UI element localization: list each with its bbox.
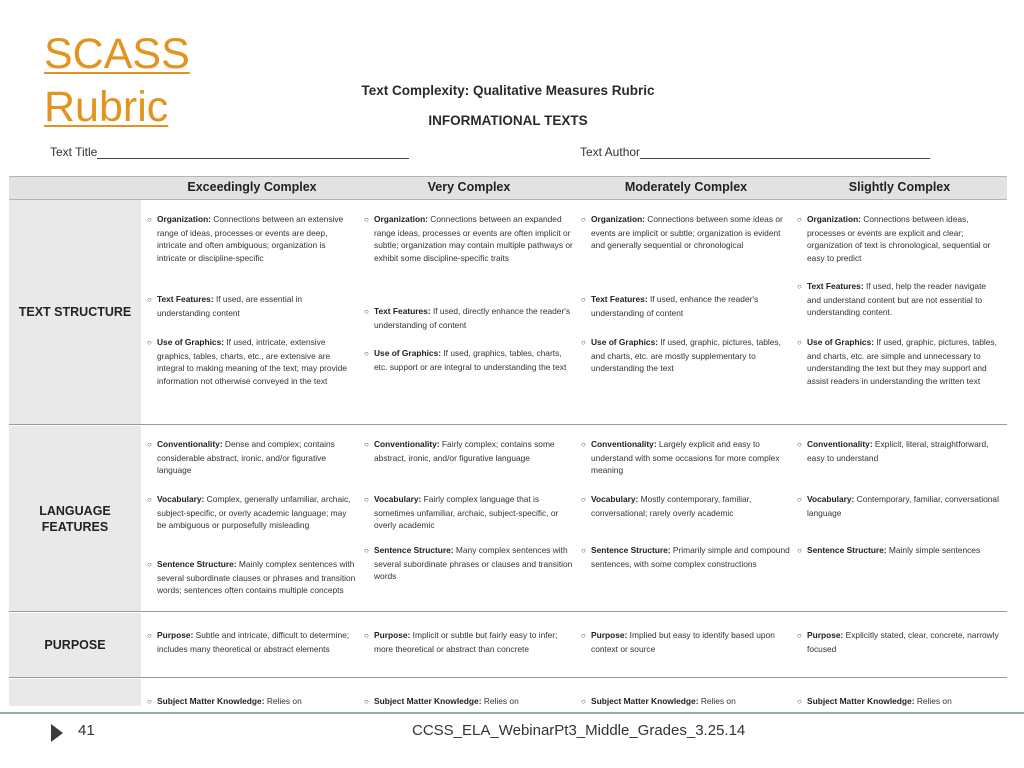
circle-bullet-icon: ○ xyxy=(797,282,802,291)
play-arrow-icon xyxy=(51,724,63,742)
circle-bullet-icon: ○ xyxy=(797,338,802,347)
rubric-cell xyxy=(797,426,1002,611)
slide-title xyxy=(44,28,190,134)
text-title-label: Text Title xyxy=(50,145,98,159)
circle-bullet-icon: ○ xyxy=(797,215,802,224)
criterion-item: ○ Conventionality: Largely explicit and easy to understand with some occasions for more complex meaning xyxy=(581,439,780,476)
slide-title-line-2: Rubric xyxy=(44,83,169,131)
circle-bullet-icon: ○ xyxy=(364,546,369,555)
circle-bullet-icon: ○ xyxy=(364,349,369,358)
rubric-title: Text Complexity: Qualitative Measures Rubric xyxy=(361,83,655,98)
criterion-item: ○ Organization: Connections between an expanded range ideas, processes or events are often implicit or subtle; organization may contain multiple pathways or exhibit some discipline-specific traits xyxy=(364,214,573,263)
criterion-item: ○ Organization: Connections between ideas, processes or events are explicit and clear; organization of text is chronological, sequential or easy to predict xyxy=(797,214,991,263)
criterion-item: ○ Text Features: If used, are essential in understanding content xyxy=(147,294,303,318)
circle-bullet-icon: ○ xyxy=(147,440,152,449)
circle-bullet-icon: ○ xyxy=(147,631,152,640)
column-header-slightly-complex: Slightly Complex xyxy=(848,180,951,194)
text-author-label: Text Author xyxy=(580,145,641,159)
criterion-item: ○ Subject Matter Knowledge: Relies on xyxy=(797,695,952,706)
circle-bullet-icon: ○ xyxy=(147,495,152,504)
circle-bullet-icon: ○ xyxy=(147,215,152,224)
footer-text: CCSS_ELA_WebinarPt3_Middle_Grades_3.25.14 xyxy=(412,722,746,739)
criterion-item: ○ Use of Graphics: If used, intricate, extensive graphics, tables, charts, etc., are extensive are integral to making meaning of the text; may provide information not otherwise conveyed in the text xyxy=(147,337,347,386)
criterion-item: ○ Sentence Structure: Many complex sentences with several subordinate phrases or clauses and transition words xyxy=(364,545,573,582)
rubric-subtitle: INFORMATIONAL TEXTS xyxy=(428,113,588,128)
criterion-item: ○ Text Features: If used, enhance the reader's understanding of content xyxy=(581,294,759,318)
rubric-cell xyxy=(797,613,1002,677)
circle-bullet-icon: ○ xyxy=(147,338,152,347)
circle-bullet-icon: ○ xyxy=(581,295,586,304)
criterion-item: ○ Conventionality: Fairly complex; contains some abstract, ironic, and/or figurative language xyxy=(364,439,555,463)
slide-title-line-1: SCASS xyxy=(44,30,190,78)
rubric-cell xyxy=(797,679,1002,706)
rubric-cell xyxy=(581,613,791,677)
rubric-cell xyxy=(147,613,357,677)
criterion-item: ○ Sentence Structure: Mainly simple sentences xyxy=(797,544,980,558)
circle-bullet-icon: ○ xyxy=(797,546,802,555)
criterion-item: ○ Subject Matter Knowledge: Relies on xyxy=(147,695,302,706)
criterion-item: ○ Subject Matter Knowledge: Relies on xyxy=(364,695,519,706)
circle-bullet-icon: ○ xyxy=(797,440,802,449)
criterion-item: ○ Sentence Structure: Primarily simple and compound sentences, with some complex constructions xyxy=(581,545,790,569)
circle-bullet-icon: ○ xyxy=(797,495,802,504)
criterion-item: ○ Use of Graphics: If used, graphic, pictures, tables, and charts, etc. are mostly supplementary to understanding the text xyxy=(581,337,781,374)
circle-bullet-icon: ○ xyxy=(581,631,586,640)
rubric-cell xyxy=(581,426,791,611)
rubric-cell xyxy=(364,679,574,706)
rubric-cell xyxy=(147,426,357,611)
circle-bullet-icon: ○ xyxy=(147,295,152,304)
circle-bullet-icon: ○ xyxy=(581,440,586,449)
circle-bullet-icon: ○ xyxy=(364,440,369,449)
criterion-item: ○ Vocabulary: Fairly complex language that is sometimes unfamiliar, archaic, subject-specific, or overly academic xyxy=(364,494,559,531)
circle-bullet-icon: ○ xyxy=(147,697,152,706)
criterion-item: ○ Subject Matter Knowledge: Relies on xyxy=(581,695,736,706)
rubric-fields xyxy=(50,145,950,163)
criterion-item: ○ Vocabulary: Complex, generally unfamiliar, archaic, subject-specific, or overly academic language; may be ambiguous or purposefully misleading xyxy=(147,494,351,531)
rubric-row-text-structure xyxy=(9,200,1007,425)
circle-bullet-icon: ○ xyxy=(581,338,586,347)
row-label: TEXT STRUCTURE xyxy=(9,200,141,424)
rubric-cell xyxy=(364,613,574,677)
circle-bullet-icon: ○ xyxy=(364,631,369,640)
footer-divider xyxy=(0,712,1024,714)
criterion-item: ○ Vocabulary: Mostly contemporary, familiar, conversational; rarely overly academic xyxy=(581,494,752,518)
circle-bullet-icon: ○ xyxy=(581,546,586,555)
criterion-item: ○ Purpose: Subtle and intricate, difficult to determine; includes many theoretical or abstract elements xyxy=(147,630,350,654)
rubric-row-knowledge xyxy=(9,679,1007,706)
row-label xyxy=(9,679,141,706)
column-header-exceedingly-complex: Exceedingly Complex xyxy=(187,180,317,194)
criterion-item: ○ Vocabulary: Contemporary, familiar, conversational language xyxy=(797,494,999,518)
rubric-table xyxy=(9,176,1007,706)
rubric-row-language-features xyxy=(9,426,1007,612)
text-title-field xyxy=(50,145,409,159)
row-label: PURPOSE xyxy=(9,613,141,677)
criterion-item: ○ Purpose: Explicitly stated, clear, concrete, narrowly focused xyxy=(797,630,999,654)
circle-bullet-icon: ○ xyxy=(147,560,152,569)
text-author-field xyxy=(580,145,930,159)
slide-number: 41 xyxy=(78,722,95,739)
circle-bullet-icon: ○ xyxy=(797,697,802,706)
rubric-cell xyxy=(364,200,574,424)
criterion-item: ○ Purpose: Implied but easy to identify based upon context or source xyxy=(581,630,775,654)
criterion-item: ○ Organization: Connections between some ideas or events are implicit or subtle; organization is evident and generally sequential or chronological xyxy=(581,214,783,251)
column-header-very-complex: Very Complex xyxy=(427,180,511,194)
rubric-row-purpose xyxy=(9,613,1007,678)
circle-bullet-icon: ○ xyxy=(797,631,802,640)
rubric-cell xyxy=(581,679,791,706)
column-header-moderately-complex: Moderately Complex xyxy=(624,180,748,194)
circle-bullet-icon: ○ xyxy=(364,495,369,504)
circle-bullet-icon: ○ xyxy=(581,495,586,504)
criterion-item: ○ Conventionality: Explicit, literal, straightforward, easy to understand xyxy=(797,439,989,463)
criterion-item: ○ Sentence Structure: Mainly complex sentences with several subordinate clauses or phrases and transition words; sentences often contains multiple concepts xyxy=(147,559,356,596)
rubric-cell xyxy=(147,200,357,424)
criterion-item: ○ Conventionality: Dense and complex; contains considerable abstract, ironic, and/or figurative language xyxy=(147,439,335,476)
circle-bullet-icon: ○ xyxy=(581,697,586,706)
criterion-item: ○ Use of Graphics: If used, graphic, pictures, tables, and charts, etc. are simple and unnecessary to understanding the text but they may support and assist readers in understanding the written text xyxy=(797,337,997,386)
criterion-item: ○ Organization: Connections between an extensive range of ideas, processes or events are deep, intricate and often ambiguous; organization is intricate or discipline-specific xyxy=(147,214,344,263)
circle-bullet-icon: ○ xyxy=(364,215,369,224)
criterion-item: ○ Use of Graphics: If used, graphics, tables, charts, etc. support or are integral to understanding the text xyxy=(364,348,567,372)
circle-bullet-icon: ○ xyxy=(581,215,586,224)
criterion-item: ○ Purpose: Implicit or subtle but fairly easy to infer; more theoretical or abstract than concrete xyxy=(364,630,558,654)
criterion-item: ○ Text Features: If used, help the reader navigate and understand content but are not essential to understanding content. xyxy=(797,281,987,318)
rubric-cell xyxy=(364,426,574,611)
row-label: LANGUAGE FEATURES xyxy=(9,426,141,611)
circle-bullet-icon: ○ xyxy=(364,697,369,706)
criterion-item: ○ Text Features: If used, directly enhance the reader's understanding of content xyxy=(364,306,571,330)
rubric-cell xyxy=(147,679,357,706)
circle-bullet-icon: ○ xyxy=(364,307,369,316)
rubric-cell xyxy=(581,200,791,424)
rubric-header-row xyxy=(9,176,1007,200)
rubric-cell xyxy=(797,200,1002,424)
